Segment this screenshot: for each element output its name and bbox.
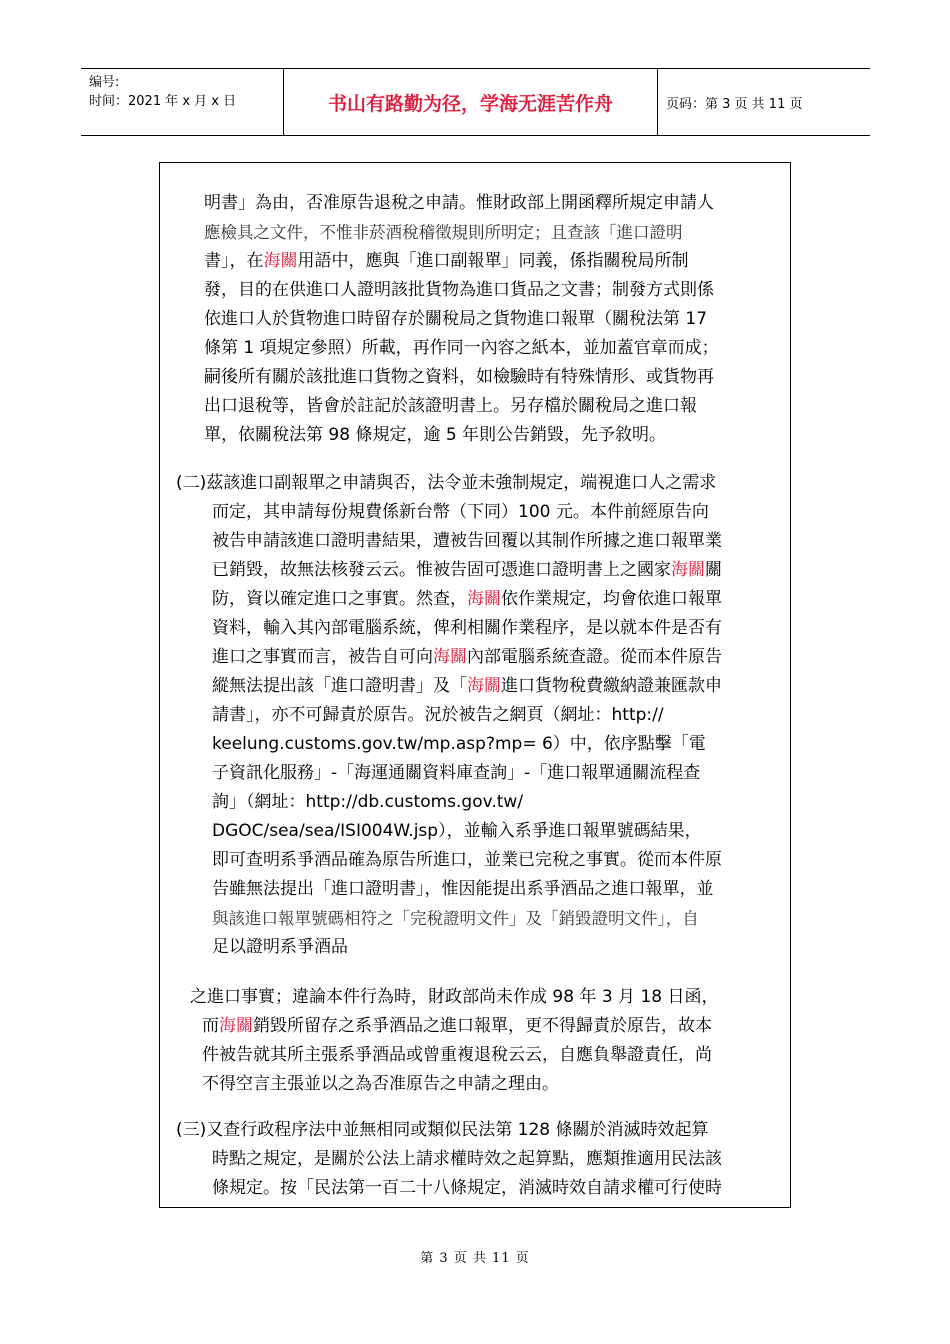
text-line: 而海關銷毀所留存之系爭酒品之進口報單，更不得歸責於原告，故本 <box>202 1016 712 1036</box>
text-line: 件被告就其所主張系爭酒品或曾重複退稅云云，自應負舉證責任，尚 <box>202 1045 712 1065</box>
page-info: 页码：第 3 页 共 11 页 <box>666 96 803 112</box>
text-line: 與該進口報單號碼相符之「完稅證明文件」及「銷毀證明文件」，自 <box>212 909 699 928</box>
time-label: 时间：2021 年 x 月 x 日 <box>89 94 237 109</box>
keyword-customs: 海關 <box>467 589 501 609</box>
motto: 书山有路勤为径，学海无涯苦作舟 <box>283 69 658 135</box>
keyword-customs: 海關 <box>671 560 705 580</box>
page-footer: 第 3 页 共 11 页 <box>420 1251 530 1266</box>
text-line: 之進口事實；違論本件行為時，財政部尚未作成 98 年 3 月 18 日函， <box>190 987 719 1007</box>
header-table <box>81 68 870 136</box>
paragraph-4 <box>176 1116 722 1203</box>
text-line: 足以證明系爭酒品 <box>212 937 348 957</box>
text-line: 詢」（網址：http://db.customs.gov.tw/ <box>212 792 524 812</box>
keyword-customs: 海關 <box>433 647 467 667</box>
content-box <box>159 162 791 1208</box>
text-line: 資料，輸入其內部電腦系統，俾利相關作業程序，是以就本件是否有 <box>212 618 722 638</box>
text-line: 書」，在海關用語中，應與「進口副報單」同義，係指關稅局所制 <box>204 251 689 271</box>
text-line: 依進口人於貨物進口時留存於關稅局之貨物進口報單（關稅法第 17 <box>204 309 708 329</box>
text-line: (三)又查行政程序法中並無相同或類似民法第 128 條關於消滅時效起算 <box>176 1120 709 1140</box>
number-label: 编号: <box>89 75 120 90</box>
text-line: 條第 1 項規定參照）所載，再作同一內容之紙本，並加蓋官章而成； <box>204 338 719 358</box>
text-line: 告雖無法提出「進口證明書」，惟因能提出系爭酒品之進口報單，並 <box>212 879 714 899</box>
text-line: 子資訊化服務」-「海運通關資料庫查詢」-「進口報單通關流程查 <box>212 763 701 783</box>
keyword-customs: 海關 <box>467 676 501 696</box>
keyword-customs: 海關 <box>219 1016 253 1036</box>
text-line: 被告申請該進口證明書結果，遭被告回覆以其制作所據之進口報單業 <box>212 531 722 551</box>
text-line: 而定，其申請每份規費係新台幣（下同）100 元。本件前經原告向 <box>212 502 709 522</box>
paragraph-3 <box>190 983 719 1099</box>
text-line: 時點之規定，是關於公法上請求權時效之起算點，應類推適用民法該 <box>212 1149 722 1169</box>
text-line: 進口之事實而言，被告自可向海關內部電腦系統查證。從而本件原告 <box>212 647 722 667</box>
text-line: DGOC/sea/sea/ISI004W.jsp），並輸入系爭進口報單號碼結果， <box>212 821 702 841</box>
text-line: (二)茲該進口副報單之申請與否，法令並未強制規定，端視進口人之需求 <box>176 473 717 493</box>
text-line: 縱無法提出該「進口證明書」及「海關進口貨物稅費繳納證兼匯款申 <box>212 676 722 696</box>
paragraph-1 <box>204 189 719 450</box>
text-line: 不得空言主張並以之為否准原告之申請之理由。 <box>202 1074 559 1094</box>
text-line: 嗣後所有關於該批進口貨物之資料，如檢驗時有特殊情形、或貨物再 <box>204 367 714 387</box>
text-line: 防，資以確定進口之事實。然查，海關依作業規定，均會依進口報單 <box>212 589 722 609</box>
text-line: 條規定。按「民法第一百二十八條規定，消滅時效自請求權可行使時 <box>212 1178 722 1198</box>
text-line: 即可查明系爭酒品確為原告所進口，並業已完稅之事實。從而本件原 <box>212 850 722 870</box>
text-line: 應檢具之文件，不惟非菸酒稅稽徵規則所明定；且查該「進口證明 <box>204 223 683 242</box>
text-line: 已銷毀，故無法核發云云。惟被告固可憑進口證明書上之國家海關關 <box>212 560 722 580</box>
text-line: keelung.customs.gov.tw/mp.asp?mp= 6）中，依序點擊「電 <box>212 734 706 754</box>
text-line: 發，目的在供進口人證明該批貨物為進口貨品之文書；制發方式則係 <box>204 280 714 300</box>
text-line: 請書」，亦不可歸責於原告。況於被告之網頁（網址：http:// <box>212 705 664 725</box>
text-line: 明書」為由，否准原告退稅之申請。惟財政部上開函釋所規定申請人 <box>204 193 714 213</box>
keyword-customs: 海關 <box>263 251 298 271</box>
paragraph-2 <box>176 469 722 962</box>
text-line: 單，依關稅法第 98 條規定，逾 5 年則公告銷毀，先予敘明。 <box>204 425 667 445</box>
header-meta <box>81 69 283 135</box>
text-line: 出口退稅等，皆會於註記於該證明書上。另存檔於關稅局之進口報 <box>204 396 697 416</box>
